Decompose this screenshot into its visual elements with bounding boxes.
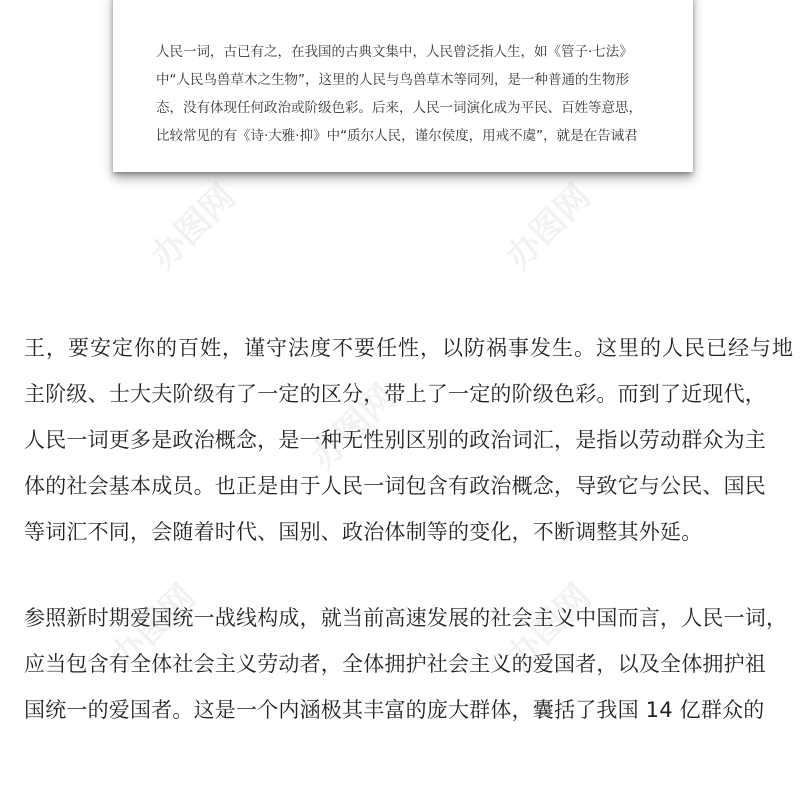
text-line: 等词汇不同，会随着时代、国别、政治体制等的变化，不断调整其外延。 [24, 520, 703, 544]
card-body [156, 38, 656, 150]
watermark: 办图网 [303, 376, 404, 478]
card-line: 人民一词，古已有之，在我国的古典文集中，人民曾泛指人生，如《管子·七法》 [156, 44, 633, 60]
paragraph [24, 325, 794, 555]
document-body [24, 325, 794, 733]
card-line: 中“人民鸟兽草木之生物”，这里的人民与鸟兽草木等同列，是一种普通的生物形 [156, 72, 629, 88]
document-preview-card [113, 0, 693, 172]
text-line: 参照新时期爱国统一战线构成，就当前高速发展的社会主义中国而言，人民一词， [24, 606, 788, 630]
watermark: 办图网 [498, 576, 599, 678]
watermark: 办图网 [103, 576, 204, 678]
text-line: 体的社会基本成员。也正是由于人民一词包含有政治概念，导致它与公民、国民 [24, 474, 766, 498]
text-line: 人民一词更多是政治概念，是一种无性别区别的政治词汇，是指以劳动群众为主 [24, 428, 766, 452]
watermark: 办图网 [143, 176, 244, 278]
card-line: 比较常见的有《诗·大雅·抑》中“质尔人民，谨尔侯度，用戒不虞”，就是在告诫君 [156, 128, 638, 144]
card-line: 态，没有体现任何政治或阶级色彩。后来，人民一词演化成为平民、百姓等意思， [156, 100, 642, 116]
text-line: 王，要安定你的百姓，谨守法度不要任性，以防祸事发生。这里的人民已经与地 [24, 336, 794, 360]
text-line: 国统一的爱国者。这是一个内涵极其丰富的庞大群体，囊括了我国 14 亿群众的 [24, 698, 765, 722]
paragraph [24, 595, 788, 733]
watermark: 办图网 [498, 176, 599, 278]
text-line: 应当包含有全体社会主义劳动者，全体拥护社会主义的爱国者，以及全体拥护祖 [24, 652, 766, 676]
text-line: 主阶级、士大夫阶级有了一定的区分，带上了一定的阶级色彩。而到了近现代， [24, 382, 766, 406]
card-heading [156, 0, 556, 2]
